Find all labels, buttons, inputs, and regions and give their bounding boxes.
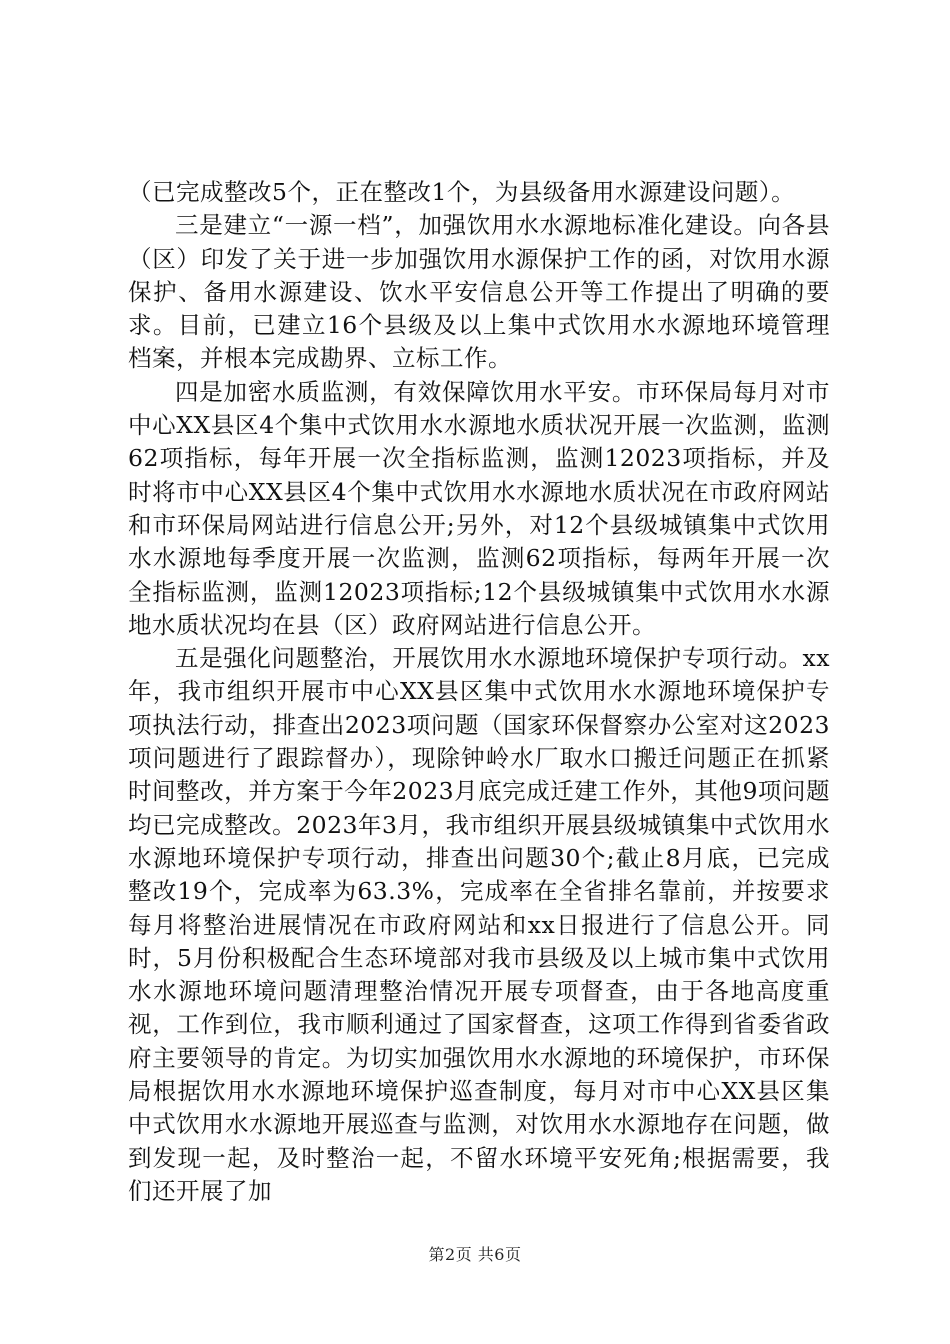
document-body	[128, 176, 830, 1208]
paragraph-2: 三是建立“一源一档”，加强饮用水水源地标准化建设。向各县（区）印发了关于进一步加强饮用水源保护工作的函，对饮用水源保护、备用水源建设、饮水平安信息公开等工作提出了明确的要求。目前，已建立16个县级及以上集中式饮用水水源地环境管理档案，并根本完成勘界、立标工作。	[128, 211, 830, 373]
page-number-footer: 第2页 共6页	[428, 1245, 522, 1264]
paragraph-1: （已完成整改5个，正在整改1个，为县级备用水源建设问题）。	[128, 178, 796, 206]
paragraph-4: 五是强化问题整治，开展饮用水水源地环境保护专项行动。xx年，我市组织开展市中心XX县区集中式饮用水水源地环境保护专项执法行动，排查出2023项问题（国家环保督察办公室对这2023项问题进行了跟踪督办），现除钟岭水厂取水口搬迁问题正在抓紧时间整改，并方案于今年2023月底完成迁建工作外，其他9项问题均已完成整改。2023年3月，我市组织开展县级城镇集中式饮用水水源地环境保护专项行动，排查出问题30个;截止8月底，已完成整改19个，完成率为63.3%，完成率在全省排名靠前，并按要求每月将整治进展情况在市政府网站和xx日报进行了信息公开。同时，5月份积极配合生态环境部对我市县级及以上城市集中式饮用水水源地环境问题清理整治情况开展专项督查，由于各地高度重视，工作到位，我市顺利通过了国家督查，这项工作得到省委省政府主要领导的肯定。为切实加强饮用水水源地的环境保护，市环保局根据饮用水水源地环境保护巡查制度，每月对市中心XX县区集中式饮用水水源地开展巡查与监测，对饮用水水源地存在问题，做到发现一起，及时整治一起，不留水环境平安死角;根据需要，我们还开展了加	[128, 644, 830, 1205]
paragraph-3: 四是加密水质监测，有效保障饮用水平安。市环保局每月对市中心XX县区4个集中式饮用水水源地水质状况开展一次监测，监测62项指标，每年开展一次全指标监测，监测12023项指标，并及时将市中心XX县区4个集中式饮用水水源地水质状况在市政府网站和市环保局网站进行信息公开;另外，对12个县级城镇集中式饮用水水源地每季度开展一次监测，监测62项指标，每两年开展一次全指标监测，监测12023项指标;12个县级城镇集中式饮用水水源地水质状况均在县（区）政府网站进行信息公开。	[128, 377, 830, 639]
